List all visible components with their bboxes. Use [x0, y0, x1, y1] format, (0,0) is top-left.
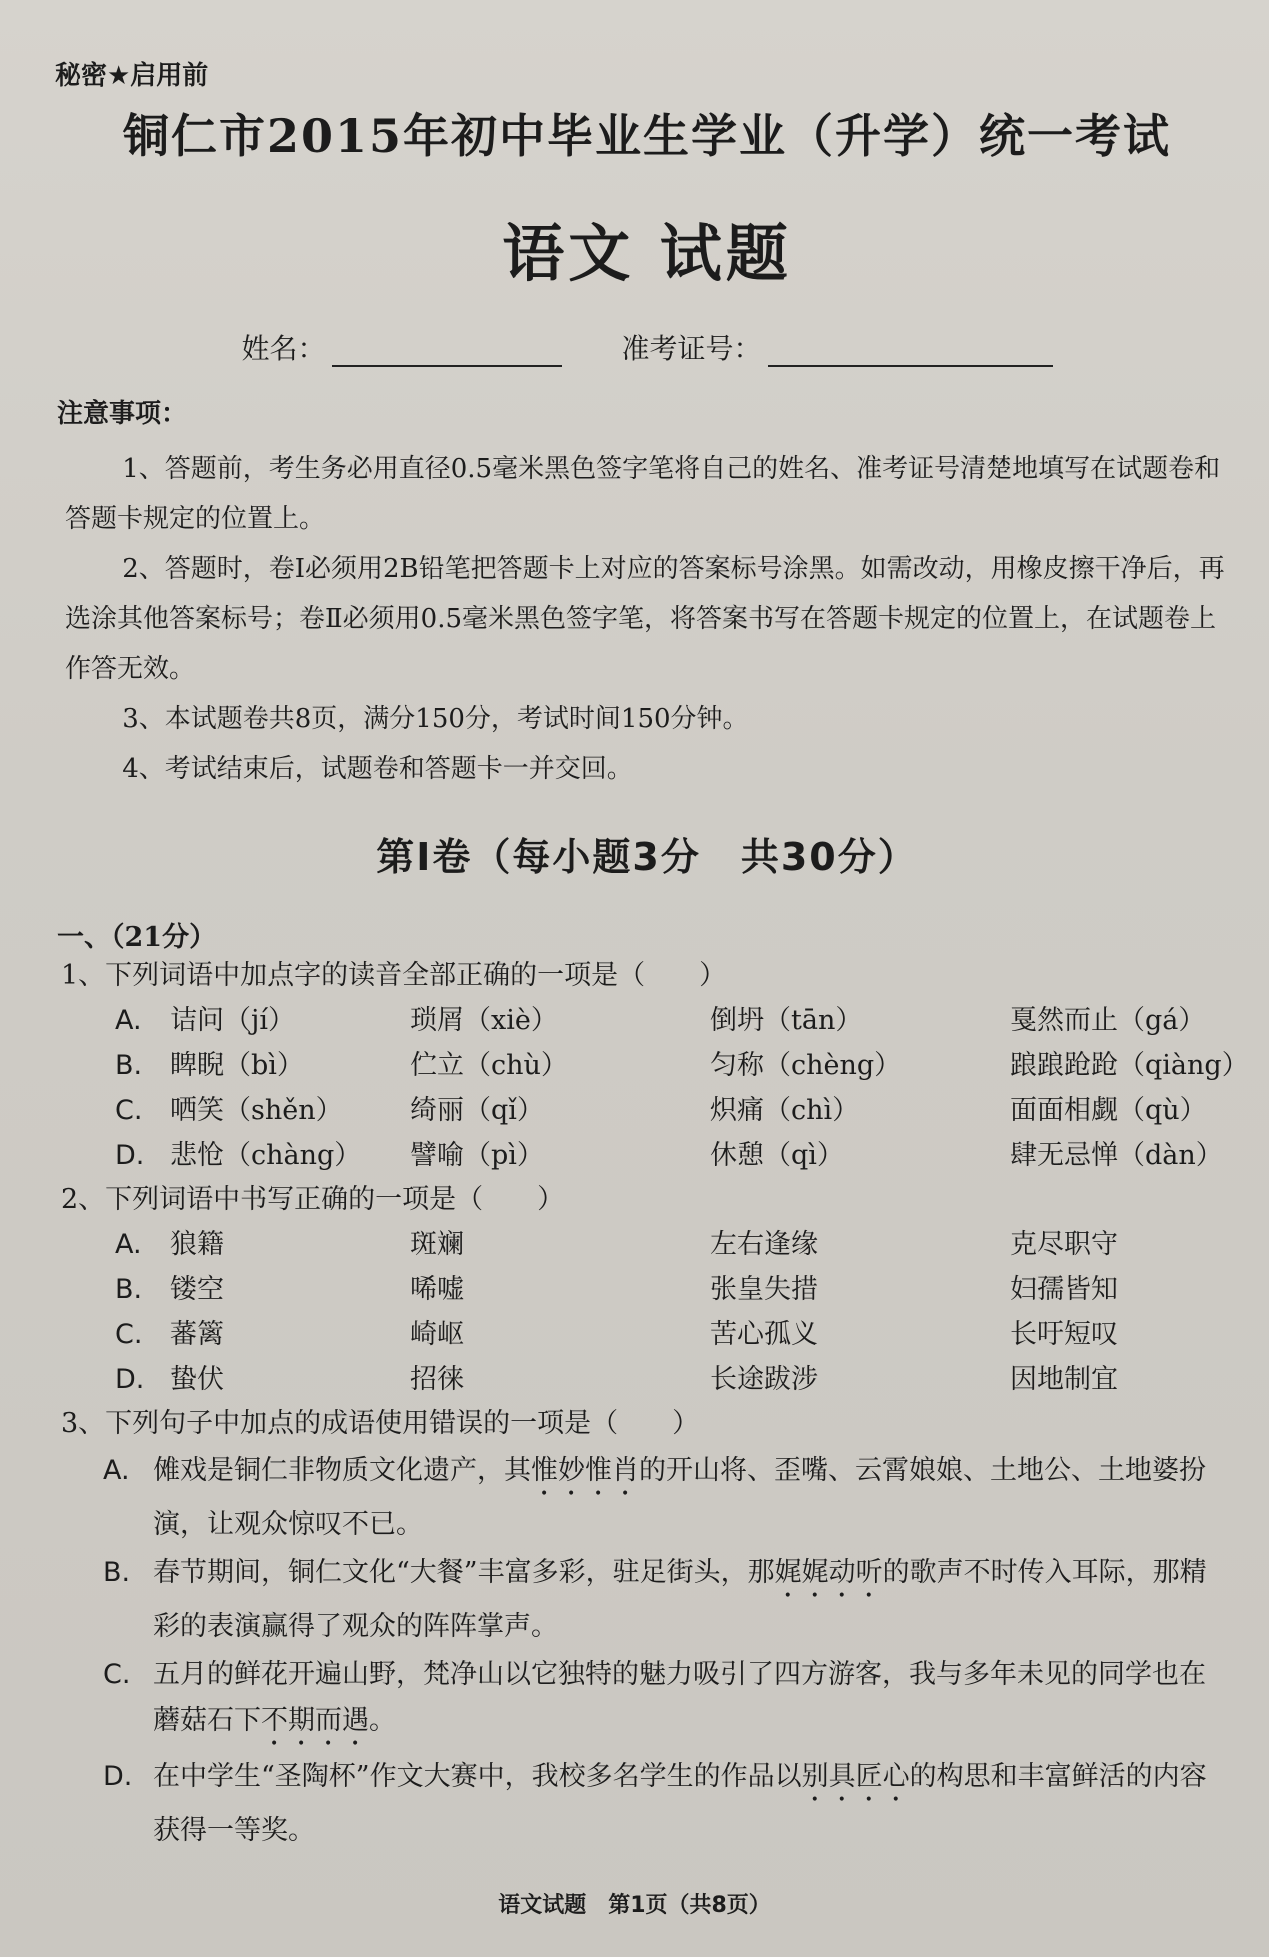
option-letter: D.: [115, 1364, 145, 1395]
notes-list: [65, 444, 1229, 794]
idiom-dotted: 不期而遇: [261, 1705, 369, 1736]
option-word: 长途跋涉: [710, 1364, 818, 1395]
question-3-option-b: [103, 1550, 1229, 1650]
option-word: 琐屑（xiè）: [410, 1005, 558, 1036]
name-label: 姓名：: [241, 332, 326, 365]
option-word: 睥睨（bì）: [170, 1050, 304, 1081]
option-word: 倒坍（tān）: [710, 1005, 863, 1036]
question-3-stem: 3、下列句子中加点的成语使用错误的一项是（ ）: [61, 1408, 700, 1439]
option-sentence: [153, 1550, 1229, 1650]
option-word: 苦心孤义: [710, 1319, 818, 1350]
exam-id-field: [622, 327, 1053, 367]
name-field: [241, 327, 561, 367]
exam-title: 铜仁市2015年初中毕业生学业（升学）统一考试: [122, 109, 1172, 163]
sentence-text: 傩戏是铜仁非物质文化遗产，其: [153, 1455, 531, 1486]
question-2-options: [115, 1222, 1229, 1402]
question-2-stem: 2、下列词语中书写正确的一项是（ ）: [61, 1184, 565, 1215]
option-word: 蕃篱: [170, 1319, 224, 1350]
option-letter: C.: [115, 1319, 143, 1350]
option-word: 张皇失措: [710, 1274, 818, 1305]
exam-id-blank: [768, 339, 1053, 367]
sentence-text: 的歌声不时传入耳际，那精彩的表演赢得了观众的阵阵掌声。: [153, 1557, 1207, 1642]
question-3-option-c: [103, 1652, 1229, 1752]
sentence-text: 的构思和丰富鲜活的内容获得一等奖。: [153, 1761, 1207, 1846]
option-letter: C.: [103, 1659, 131, 1690]
option-word: 肆无忌惮（dàn）: [1010, 1140, 1223, 1171]
option-sentence: [153, 1448, 1229, 1548]
sentence-text: 五月的鲜花开遍山野，梵净山以它独特的魅力吸引了四方游客，我与多年未见的同学也在蘑菇石下: [153, 1659, 1206, 1736]
option-letter: A.: [115, 1005, 142, 1036]
candidate-info-row: [65, 327, 1229, 367]
question-3-option-a: [103, 1448, 1229, 1548]
subject-title: 语文 试题: [502, 217, 792, 290]
notes-title: 注意事项：: [57, 399, 188, 429]
option-letter: B.: [103, 1557, 131, 1588]
option-letter: A.: [115, 1229, 142, 1260]
option-word: 伫立（chù）: [410, 1050, 568, 1081]
option-word: 妇孺皆知: [1010, 1274, 1118, 1305]
option-letter: B.: [115, 1050, 143, 1081]
note-item: 1、答题前，考生务必用直径0.5毫米黑色签字笔将自己的姓名、准考证号清楚地填写在试题卷和答题卡规定的位置上。: [65, 454, 1221, 534]
option-word: 炽痛（chì）: [710, 1095, 860, 1126]
option-word: 克尽职守: [1010, 1229, 1118, 1260]
exam-id-label: 准考证号：: [621, 332, 762, 365]
name-blank: [332, 339, 562, 367]
option-word: 镂空: [170, 1274, 224, 1305]
option-word: 绮丽（qǐ）: [410, 1095, 544, 1126]
question-1-stem: 1、下列词语中加点字的读音全部正确的一项是（ ）: [61, 960, 727, 991]
option-word: 崎岖: [410, 1319, 464, 1350]
option-word: 戛然而止（gá）: [1010, 1005, 1206, 1036]
sentence-text: 春节期间，铜仁文化“大餐”丰富多彩，驻足街头，那: [153, 1557, 775, 1588]
option-word: 匀称（chèng）: [710, 1050, 902, 1081]
secret-label: 秘密★启用前: [55, 61, 209, 91]
note-item: 3、本试题卷共8页，满分150分，考试时间150分钟。: [122, 704, 749, 734]
option-letter: D.: [103, 1761, 133, 1792]
note-item: 2、答题时，卷Ⅰ必须用2B铅笔把答题卡上对应的答案标号涂黑。如需改动，用橡皮擦干净后，再选涂其他答案标号；卷Ⅱ必须用0.5毫米黑色签字笔，将答案书写在答题卡规定的位置上，在试题卷上作答无效。: [65, 554, 1225, 684]
question-1-options: [115, 998, 1249, 1178]
note-item: 4、考试结束后，试题卷和答题卡一并交回。: [122, 754, 633, 784]
option-word: 悲怆（chàng）: [170, 1140, 362, 1171]
option-letter: B.: [115, 1274, 143, 1305]
idiom-dotted: 别具匠心: [801, 1761, 910, 1792]
option-letter: A.: [103, 1455, 130, 1486]
page-footer: 语文试题 第1页（共8页）: [498, 1893, 771, 1918]
part-title: 一、（21分）: [57, 922, 217, 953]
option-word: 长吁短叹: [1010, 1319, 1118, 1350]
option-word: 狼籍: [170, 1229, 224, 1260]
option-word: 招徕: [410, 1364, 464, 1395]
option-word: 踉踉跄跄（qiàng）: [1010, 1050, 1249, 1081]
option-word: 唏嘘: [410, 1274, 464, 1305]
idiom-dotted: 惟妙惟肖: [531, 1455, 639, 1486]
idiom-dotted: 娓娓动听: [774, 1557, 883, 1588]
option-word: 哂笑（shěn）: [170, 1095, 343, 1126]
option-word: 诘问（jí）: [170, 1005, 296, 1036]
sentence-text: 在中学生“圣陶杯”作文大赛中，我校多名学生的作品以: [153, 1761, 802, 1792]
sentence-text: 的开山将、歪嘴、云霄娘娘、土地公、土地婆扮演，让观众惊叹不已。: [153, 1455, 1206, 1540]
option-word: 譬喻（pì）: [410, 1140, 544, 1171]
option-sentence: [153, 1652, 1229, 1752]
option-word: 休憩（qì）: [710, 1140, 844, 1171]
option-word: 因地制宜: [1010, 1364, 1118, 1395]
question-3-option-d: [103, 1754, 1229, 1854]
sentence-text: 。: [369, 1705, 396, 1736]
option-word: 面面相觑（qù）: [1010, 1095, 1207, 1126]
option-sentence: [153, 1754, 1229, 1854]
option-letter: D.: [115, 1140, 145, 1171]
option-word: 左右逢缘: [710, 1229, 818, 1260]
option-letter: C.: [115, 1095, 143, 1126]
section-title: 第Ⅰ卷（每小题3分 共30分）: [376, 835, 918, 879]
option-word: 蛰伏: [170, 1364, 224, 1395]
option-word: 斑斓: [410, 1229, 464, 1260]
